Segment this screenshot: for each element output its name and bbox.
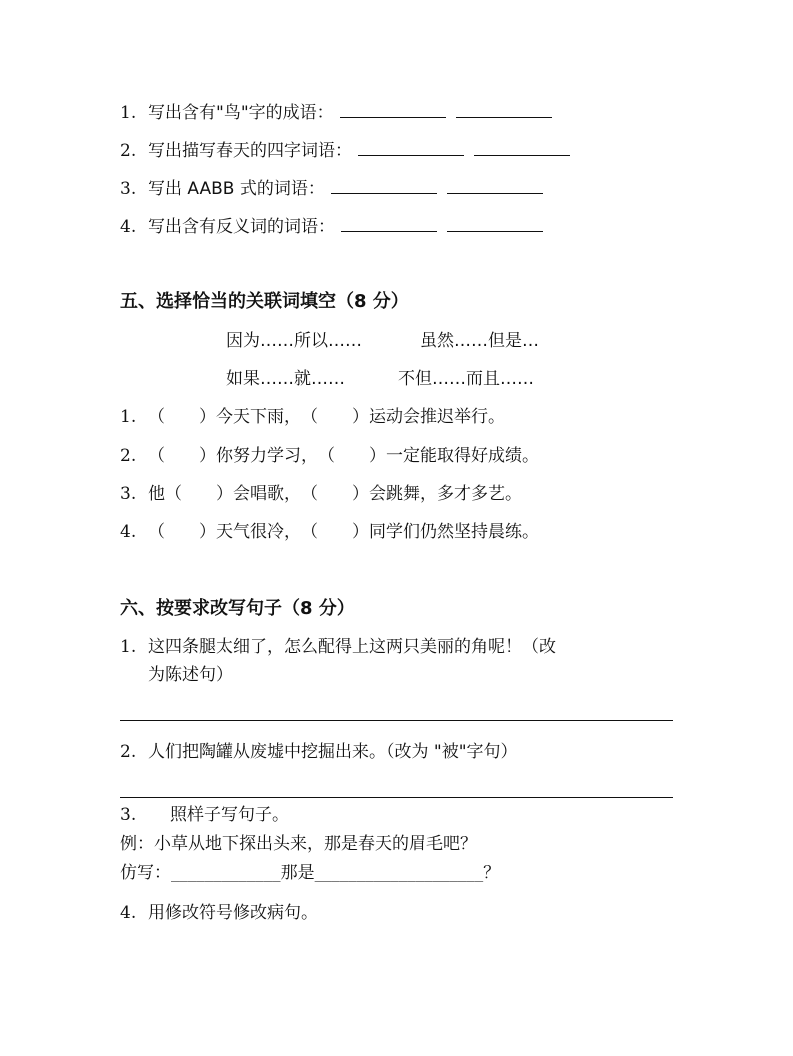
fill-item-3 xyxy=(120,483,522,505)
answer-blank[interactable] xyxy=(447,215,543,232)
item-number: 3. xyxy=(120,484,137,504)
answer-parenthesis[interactable]: （ ） xyxy=(301,407,369,427)
answer-parenthesis[interactable]: （ ） xyxy=(318,446,386,466)
answer-parenthesis[interactable]: （ ） xyxy=(165,484,233,504)
connective-option-4: 不但……而且…… xyxy=(398,369,534,389)
imitation-mid: 那是 xyxy=(280,863,315,883)
fill-item-4 xyxy=(120,521,539,543)
rewrite-item-4 xyxy=(120,902,318,924)
answer-parenthesis[interactable]: （ ） xyxy=(301,484,369,504)
rewrite-item-2 xyxy=(120,741,518,763)
item-number: 2. xyxy=(120,446,137,466)
word-item-4 xyxy=(120,215,543,238)
answer-line[interactable] xyxy=(120,720,673,721)
item-prompt: 写出 AABB 式的词语： xyxy=(148,179,325,199)
sentence-part: 他 xyxy=(148,484,165,504)
item-number: 1. xyxy=(120,637,137,657)
answer-blank[interactable] xyxy=(358,139,464,156)
item-number: 1. xyxy=(120,103,137,123)
item-number: 3. xyxy=(120,805,137,825)
answer-parenthesis[interactable]: （ ） xyxy=(301,522,369,542)
item-prompt: 写出含有反义词的词语： xyxy=(148,217,335,237)
rewrite-item-1-continued: 为陈述句） xyxy=(148,665,233,685)
sentence-part: 会跳舞，多才多艺。 xyxy=(369,484,522,504)
item-number: 2. xyxy=(120,141,137,161)
rewrite-prompt: 人们把陶罐从废墟中挖掘出来。（改为 "被"字句） xyxy=(148,742,518,762)
answer-blank[interactable] xyxy=(341,215,437,232)
connective-option-1: 因为……所以…… xyxy=(226,331,362,351)
word-item-3 xyxy=(120,177,543,200)
fill-item-1 xyxy=(120,406,505,428)
item-number: 4. xyxy=(120,903,137,923)
rewrite-item-1 xyxy=(120,636,556,658)
imitation-blank[interactable]: _____________ xyxy=(171,866,281,882)
section-6-heading: 六、按要求改写句子（8 分） xyxy=(120,598,355,619)
sentence-part: 你努力学习， xyxy=(216,446,318,466)
answer-blank[interactable] xyxy=(447,177,543,194)
item-number: 4. xyxy=(120,522,137,542)
sentence-part: 一定能取得好成绩。 xyxy=(386,446,539,466)
example-sentence: 例：小草从地下探出头来，那是春天的眉毛吧？ xyxy=(120,834,477,854)
sentence-part: 同学们仍然坚持晨练。 xyxy=(369,522,539,542)
section-5-heading: 五、选择恰当的关联词填空（8 分） xyxy=(120,291,409,312)
item-number: 2. xyxy=(120,742,137,762)
imitation-line xyxy=(120,862,500,885)
sentence-part: 运动会推迟举行。 xyxy=(369,407,505,427)
word-item-1 xyxy=(120,101,552,124)
answer-parenthesis[interactable]: （ ） xyxy=(148,522,216,542)
sentence-part: 今天下雨， xyxy=(216,407,301,427)
answer-blank[interactable] xyxy=(331,177,437,194)
rewrite-prompt: 这四条腿太细了，怎么配得上这两只美丽的角呢！（改 xyxy=(148,637,556,657)
item-prompt: 写出描写春天的四字词语： xyxy=(148,141,352,161)
imitation-blank[interactable]: ____________________ xyxy=(314,866,484,882)
answer-line[interactable] xyxy=(120,797,673,798)
answer-blank[interactable] xyxy=(474,139,570,156)
sentence-part: 天气很冷， xyxy=(216,522,301,542)
rewrite-item-3 xyxy=(120,804,289,826)
imitation-prefix: 仿写： xyxy=(120,863,171,883)
word-item-2 xyxy=(120,139,570,162)
imitation-end: ？ xyxy=(483,863,501,883)
connective-option-3: 如果……就…… xyxy=(226,369,345,389)
answer-blank[interactable] xyxy=(456,101,552,118)
answer-blank[interactable] xyxy=(340,101,446,118)
sentence-part: 会唱歌， xyxy=(233,484,301,504)
connective-option-2: 虽然……但是… xyxy=(420,331,539,351)
item-number: 4. xyxy=(120,217,137,237)
item-number: 3. xyxy=(120,179,137,199)
item-number: 1. xyxy=(120,407,137,427)
answer-parenthesis[interactable]: （ ） xyxy=(148,407,216,427)
answer-parenthesis[interactable]: （ ） xyxy=(148,446,216,466)
rewrite-prompt: 用修改符号修改病句。 xyxy=(148,903,318,923)
item-prompt: 写出含有"鸟"字的成语： xyxy=(148,103,334,123)
rewrite-prompt: 照样子写句子。 xyxy=(170,805,289,825)
fill-item-2 xyxy=(120,445,539,467)
